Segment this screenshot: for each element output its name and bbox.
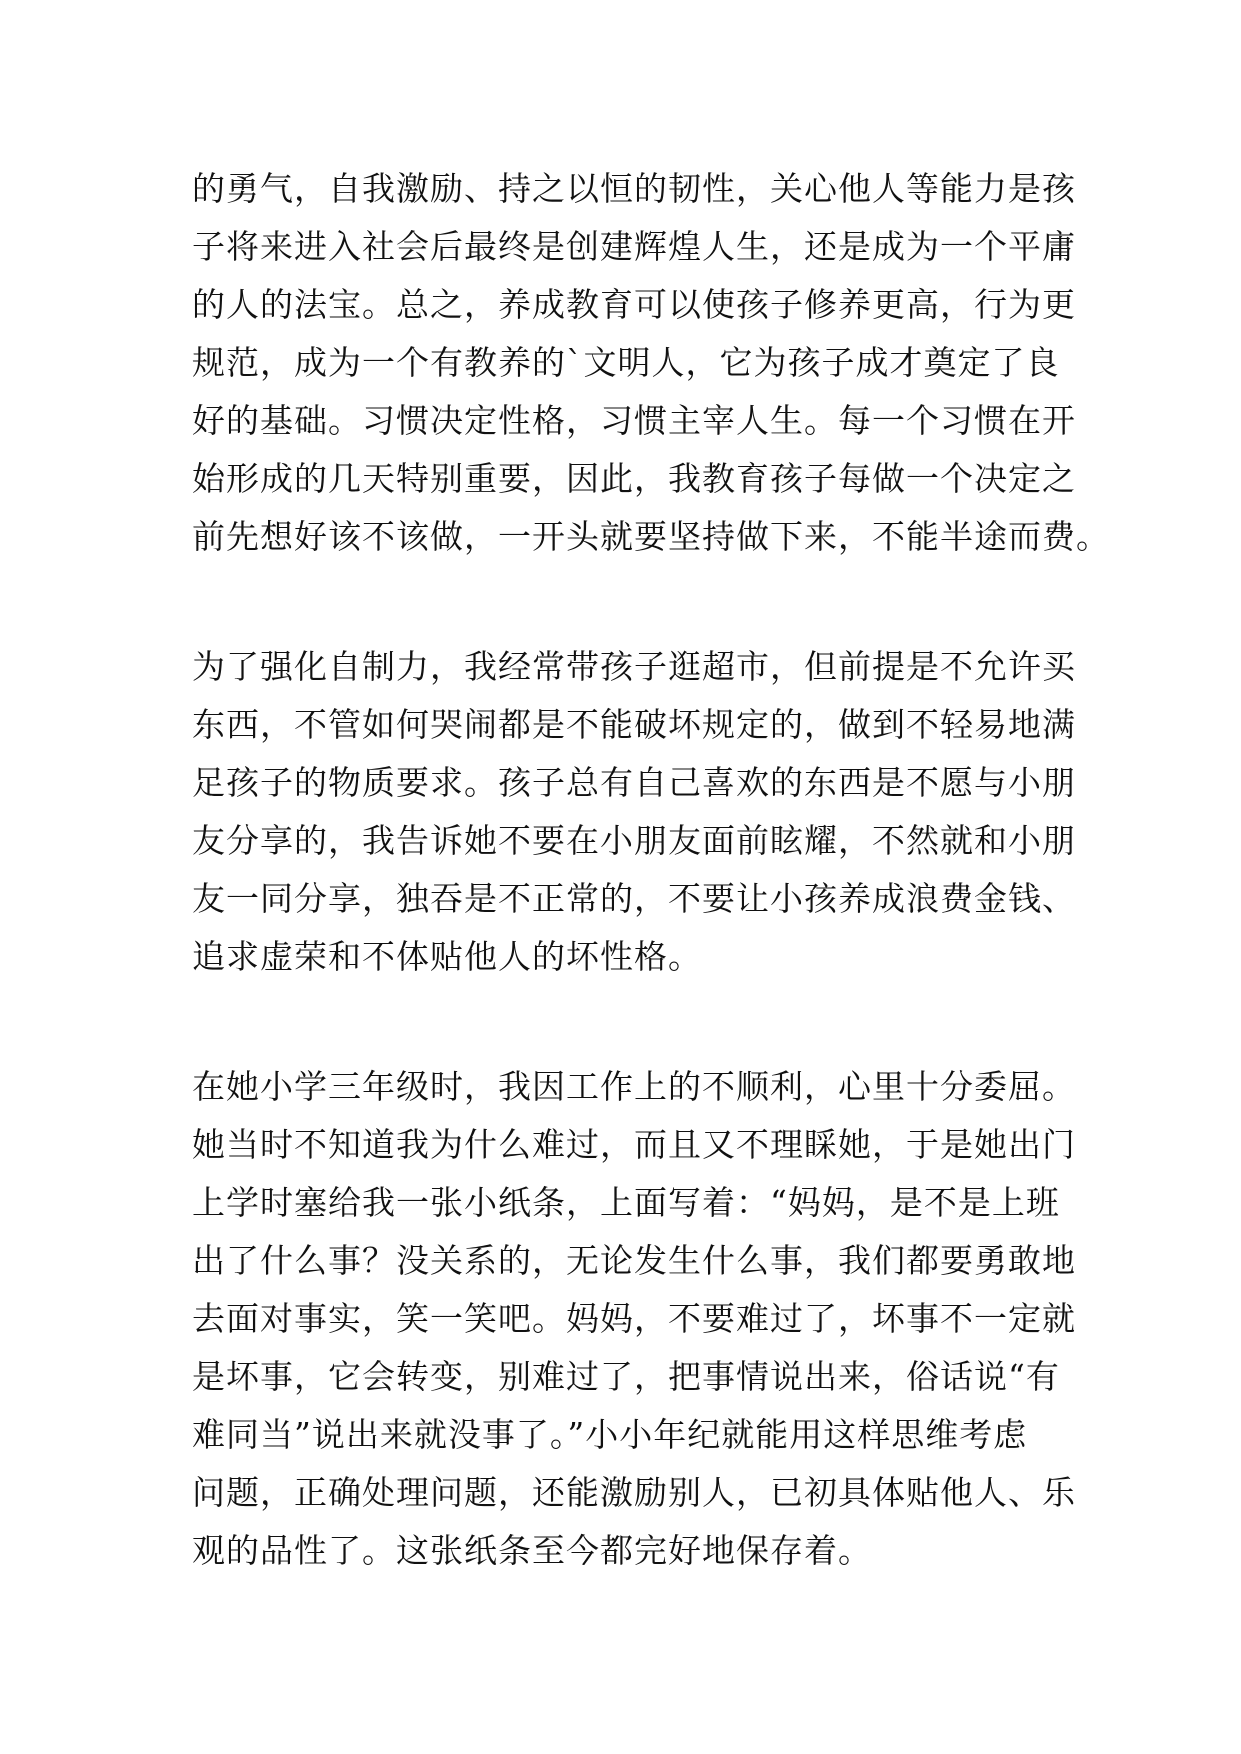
text-line: 她当时不知道我为什么难过，而且又不理睬她，于是她出门 — [192, 1125, 1076, 1164]
paragraph-spacing — [192, 566, 1072, 638]
text-line: 始形成的几天特别重要，因此，我教育孩子每做一个决定之 — [192, 459, 1076, 498]
text-line: 好的基础。习惯决定性格，习惯主宰人生。每一个习惯在开 — [192, 401, 1076, 440]
text-line: 的勇气，自我激励、持之以恒的韧性，关心他人等能力是孩 — [192, 169, 1076, 208]
text-line: 难同当”说出来就没事了。”小小年纪就能用这样思维考虑 — [192, 1415, 1028, 1454]
text-line: 规范，成为一个有教养的`文明人，它为孩子成才奠定了良 — [192, 343, 1060, 382]
text-line: 在她小学三年级时，我因工作上的不顺利，心里十分委屈。 — [192, 1067, 1076, 1106]
text-line: 子将来进入社会后最终是创建辉煌人生，还是成为一个平庸 — [192, 227, 1076, 266]
paragraph-1 — [192, 160, 1110, 566]
paragraph-spacing — [192, 986, 1072, 1058]
text-line: 的人的法宝。总之，养成教育可以使孩子修养更高，行为更 — [192, 285, 1076, 324]
text-line: 追求虚荣和不体贴他人的坏性格。 — [192, 937, 702, 976]
paragraph-2 — [192, 638, 1076, 986]
text-line: 是坏事，它会转变，别难过了，把事情说出来，俗话说“有 — [192, 1357, 1060, 1396]
text-line: 足孩子的物质要求。孩子总有自己喜欢的东西是不愿与小朋 — [192, 763, 1076, 802]
text-line: 前先想好该不该做，一开头就要坚持做下来，不能半途而费。 — [192, 517, 1110, 556]
text-line: 观的品性了。这张纸条至今都完好地保存着。 — [192, 1531, 872, 1570]
text-line: 为了强化自制力，我经常带孩子逛超市，但前提是不允许买 — [192, 647, 1076, 686]
text-line: 问题，正确处理问题，还能激励别人，已初具体贴他人、乐 — [192, 1473, 1076, 1512]
document-body — [192, 160, 1110, 1580]
text-line: 友分享的，我告诉她不要在小朋友面前眩耀，不然就和小朋 — [192, 821, 1076, 860]
paragraph-3 — [192, 1058, 1076, 1580]
text-line: 友一同分享，独吞是不正常的，不要让小孩养成浪费金钱、 — [192, 879, 1076, 918]
text-line: 东西，不管如何哭闹都是不能破坏规定的，做到不轻易地满 — [192, 705, 1076, 744]
text-line: 去面对事实，笑一笑吧。妈妈，不要难过了，坏事不一定就 — [192, 1299, 1076, 1338]
text-line: 出了什么事？没关系的，无论发生什么事，我们都要勇敢地 — [192, 1241, 1076, 1280]
text-line: 上学时塞给我一张小纸条，上面写着：“妈妈，是不是上班 — [192, 1183, 1060, 1222]
